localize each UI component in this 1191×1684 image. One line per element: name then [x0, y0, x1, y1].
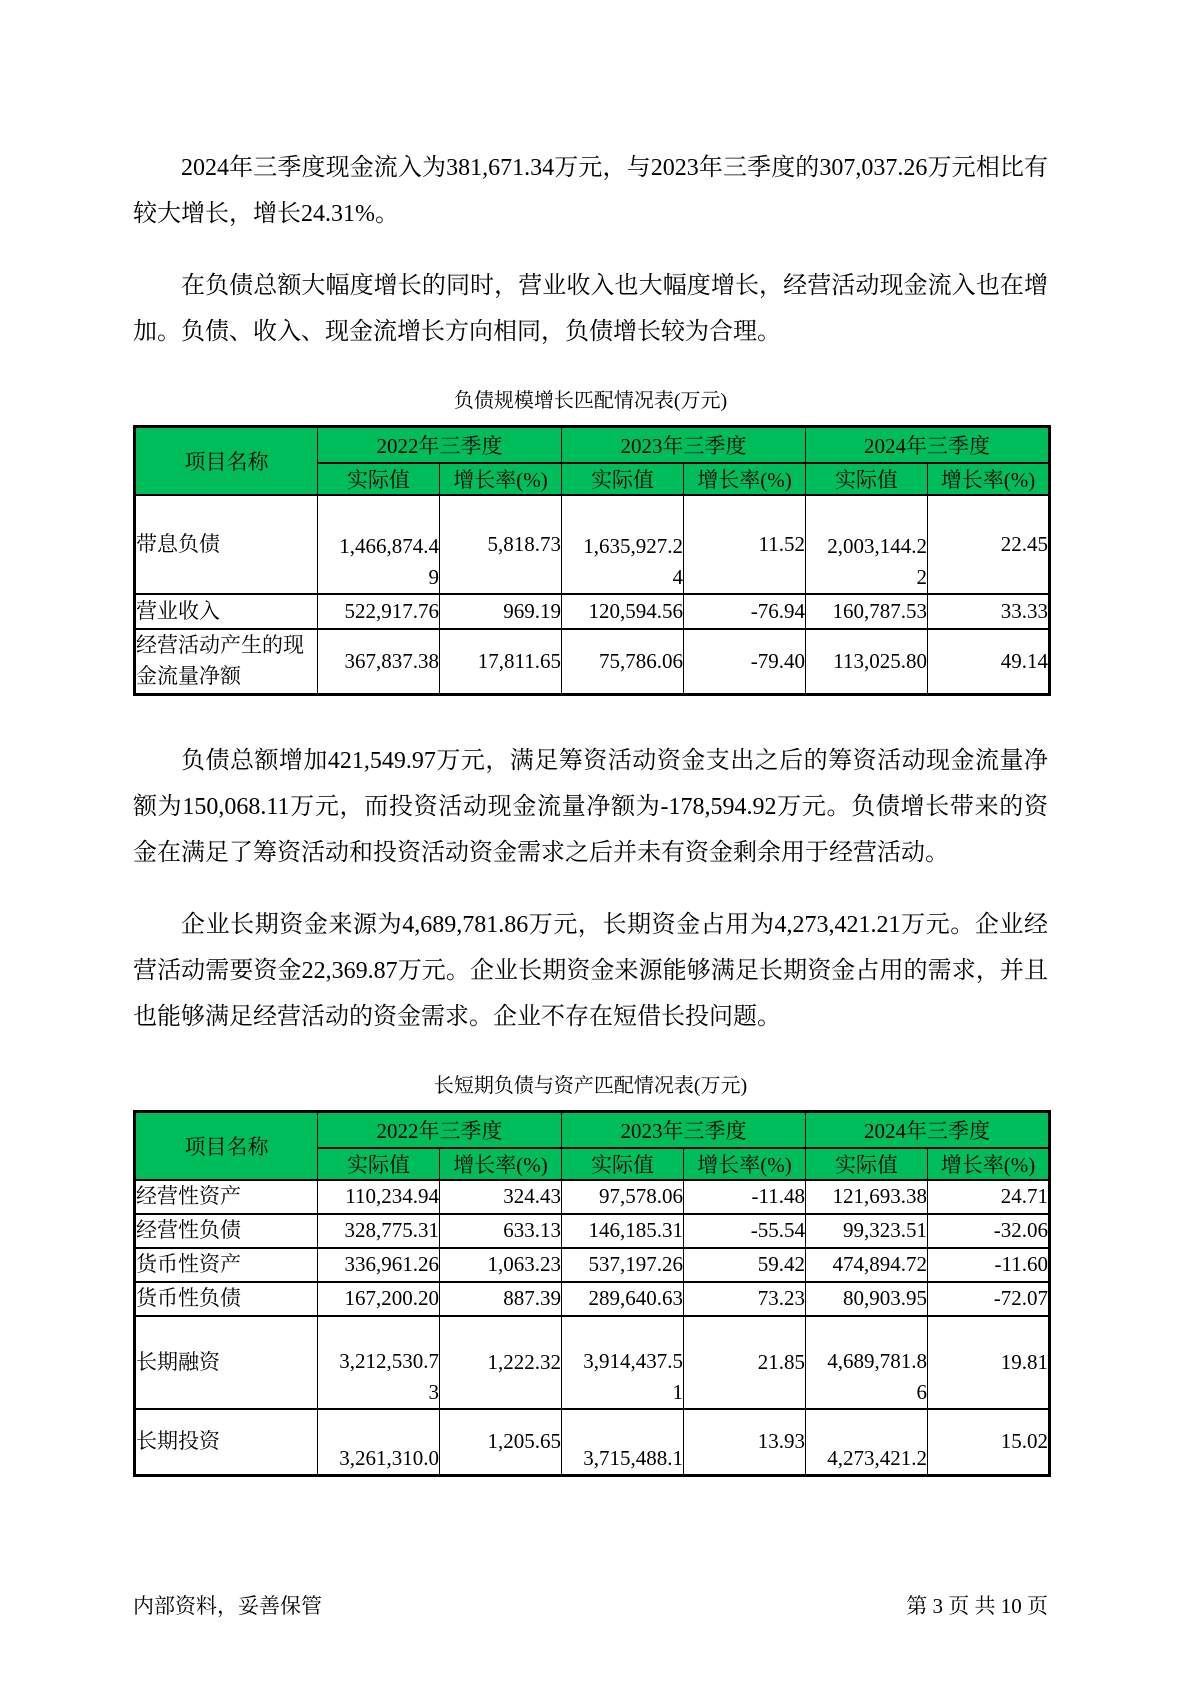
table-row	[135, 1214, 1050, 1248]
value-cell: 167,200.20	[318, 1282, 440, 1316]
growth-cell: -79.40	[684, 629, 806, 695]
row-label: 长期融资	[135, 1316, 318, 1409]
footer-confidential-note: 内部资料，妥善保管	[133, 1594, 322, 1618]
growth-cell: 324.43	[440, 1180, 562, 1214]
page-footer	[133, 1592, 1048, 1620]
period-header-2024: 2024年三季度	[806, 1112, 1050, 1148]
subcol-growth: 增长率(%)	[684, 463, 806, 495]
value-cell: 336,961.26	[318, 1248, 440, 1282]
row-label: 营业收入	[135, 594, 318, 629]
value-cell: 2,003,144.2 2	[806, 495, 928, 594]
row-label: 货币性资产	[135, 1248, 318, 1282]
subcol-growth: 增长率(%)	[928, 1148, 1050, 1180]
value-cell: 113,025.80	[806, 629, 928, 695]
value-cell: 3,914,437.5 1	[562, 1316, 684, 1409]
growth-cell: 1,205.65	[440, 1409, 562, 1476]
value-cell: 4,689,781.8 6	[806, 1316, 928, 1409]
growth-cell: 5,818.73	[440, 495, 562, 594]
value-cell: 160,787.53	[806, 594, 928, 629]
growth-cell: -55.54	[684, 1214, 806, 1248]
growth-cell: -32.06	[928, 1214, 1050, 1248]
growth-cell: 11.52	[684, 495, 806, 594]
value-cell: 3,715,488.1	[562, 1409, 684, 1476]
table-row	[135, 629, 1050, 695]
subcol-actual: 实际值	[318, 1148, 440, 1180]
value-cell: 4,273,421.2	[806, 1409, 928, 1476]
period-header-2023: 2023年三季度	[562, 427, 806, 463]
subcol-growth: 增长率(%)	[440, 1148, 562, 1180]
item-name-header: 项目名称	[135, 427, 318, 495]
period-header-2022: 2022年三季度	[318, 1112, 562, 1148]
table-row	[135, 1409, 1050, 1476]
value-cell: 522,917.76	[318, 594, 440, 629]
value-cell: 474,894.72	[806, 1248, 928, 1282]
item-name-header: 项目名称	[135, 1112, 318, 1180]
value-cell: 1,635,927.2 4	[562, 495, 684, 594]
growth-cell: -72.07	[928, 1282, 1050, 1316]
table-row	[135, 1282, 1050, 1316]
paragraph-longterm-funds: 企业长期资金来源为4,689,781.86万元，长期资金占用为4,273,421.21万元。企业经营活动需要资金22,369.87万元。企业长期资金来源能够满足长期资金占用的需求，并且也能够满足经营活动的资金需求。企业不存在短借长投问题。	[133, 912, 1048, 1030]
growth-cell: 17,811.65	[440, 629, 562, 695]
value-cell: 367,837.38	[318, 629, 440, 695]
value-cell: 120,594.56	[562, 594, 684, 629]
subcol-growth: 增长率(%)	[928, 463, 1050, 495]
paragraph-debt-growth: 在负债总额大幅度增长的同时，营业收入也大幅度增长，经营活动现金流入也在增加。负债、收入、现金流增长方向相同，负债增长较为合理。	[133, 273, 1048, 345]
table-row	[135, 495, 1050, 594]
row-label: 带息负债	[135, 495, 318, 594]
value-cell: 97,578.06	[562, 1180, 684, 1214]
value-cell: 110,234.94	[318, 1180, 440, 1214]
row-label: 长期投资	[135, 1409, 318, 1476]
value-cell: 328,775.31	[318, 1214, 440, 1248]
value-cell: 99,323.51	[806, 1214, 928, 1248]
value-cell: 3,212,530.7 3	[318, 1316, 440, 1409]
growth-cell: 1,222.32	[440, 1316, 562, 1409]
table1-title: 负债规模增长匹配情况表(万元)	[453, 390, 728, 412]
debt-scale-match-table	[133, 425, 1051, 696]
growth-cell: 1,063.23	[440, 1248, 562, 1282]
value-cell: 3,261,310.0	[318, 1409, 440, 1476]
growth-cell: 13.93	[684, 1409, 806, 1476]
growth-cell: -76.94	[684, 594, 806, 629]
table-row	[135, 1316, 1050, 1409]
growth-cell: 59.42	[684, 1248, 806, 1282]
table-row	[135, 1248, 1050, 1282]
value-cell: 537,197.26	[562, 1248, 684, 1282]
paragraph-financing-flow: 负债总额增加421,549.97万元，满足筹资活动资金支出之后的筹资活动现金流量净额为150,068.11万元，而投资活动现金流量净额为-178,594.92万元。负债增长带来的资金在满足了筹资活动和投资活动资金需求之后并未有资金剩余用于经营活动。	[133, 748, 1048, 866]
footer-page-number: 第 3 页 共 10 页	[906, 1594, 1048, 1618]
table-row	[135, 594, 1050, 629]
subcol-growth: 增长率(%)	[440, 463, 562, 495]
growth-cell: -11.48	[684, 1180, 806, 1214]
paragraph-cash-inflow: 2024年三季度现金流入为381,671.34万元，与2023年三季度的307,037.26万元相比有较大增长，增长24.31%。	[133, 155, 1048, 227]
growth-cell: 887.39	[440, 1282, 562, 1316]
row-label: 经营性负债	[135, 1214, 318, 1248]
growth-cell: 21.85	[684, 1316, 806, 1409]
growth-cell: 19.81	[928, 1316, 1050, 1409]
value-cell: 75,786.06	[562, 629, 684, 695]
table2-title: 长短期负债与资产匹配情况表(万元)	[433, 1075, 748, 1097]
value-cell: 146,185.31	[562, 1214, 684, 1248]
value-cell: 1,466,874.4 9	[318, 495, 440, 594]
period-header-2024: 2024年三季度	[806, 427, 1050, 463]
value-cell: 289,640.63	[562, 1282, 684, 1316]
table-row	[135, 427, 1050, 463]
period-header-2023: 2023年三季度	[562, 1112, 806, 1148]
longshort-debt-asset-table	[133, 1110, 1051, 1477]
value-cell: 80,903.95	[806, 1282, 928, 1316]
growth-cell: 633.13	[440, 1214, 562, 1248]
period-header-2022: 2022年三季度	[318, 427, 562, 463]
growth-cell: 73.23	[684, 1282, 806, 1316]
growth-cell: 969.19	[440, 594, 562, 629]
subcol-actual: 实际值	[562, 463, 684, 495]
row-label: 经营活动产生的现金流量净额	[135, 629, 318, 695]
growth-cell: 15.02	[928, 1409, 1050, 1476]
subcol-actual: 实际值	[806, 463, 928, 495]
value-cell: 121,693.38	[806, 1180, 928, 1214]
subcol-actual: 实际值	[806, 1148, 928, 1180]
table-row	[135, 1112, 1050, 1148]
growth-cell: 49.14	[928, 629, 1050, 695]
growth-cell: 22.45	[928, 495, 1050, 594]
row-label: 货币性负债	[135, 1282, 318, 1316]
subcol-growth: 增长率(%)	[684, 1148, 806, 1180]
subcol-actual: 实际值	[562, 1148, 684, 1180]
row-label: 经营性资产	[135, 1180, 318, 1214]
growth-cell: -11.60	[928, 1248, 1050, 1282]
subcol-actual: 实际值	[318, 463, 440, 495]
growth-cell: 33.33	[928, 594, 1050, 629]
table-row	[135, 1180, 1050, 1214]
growth-cell: 24.71	[928, 1180, 1050, 1214]
